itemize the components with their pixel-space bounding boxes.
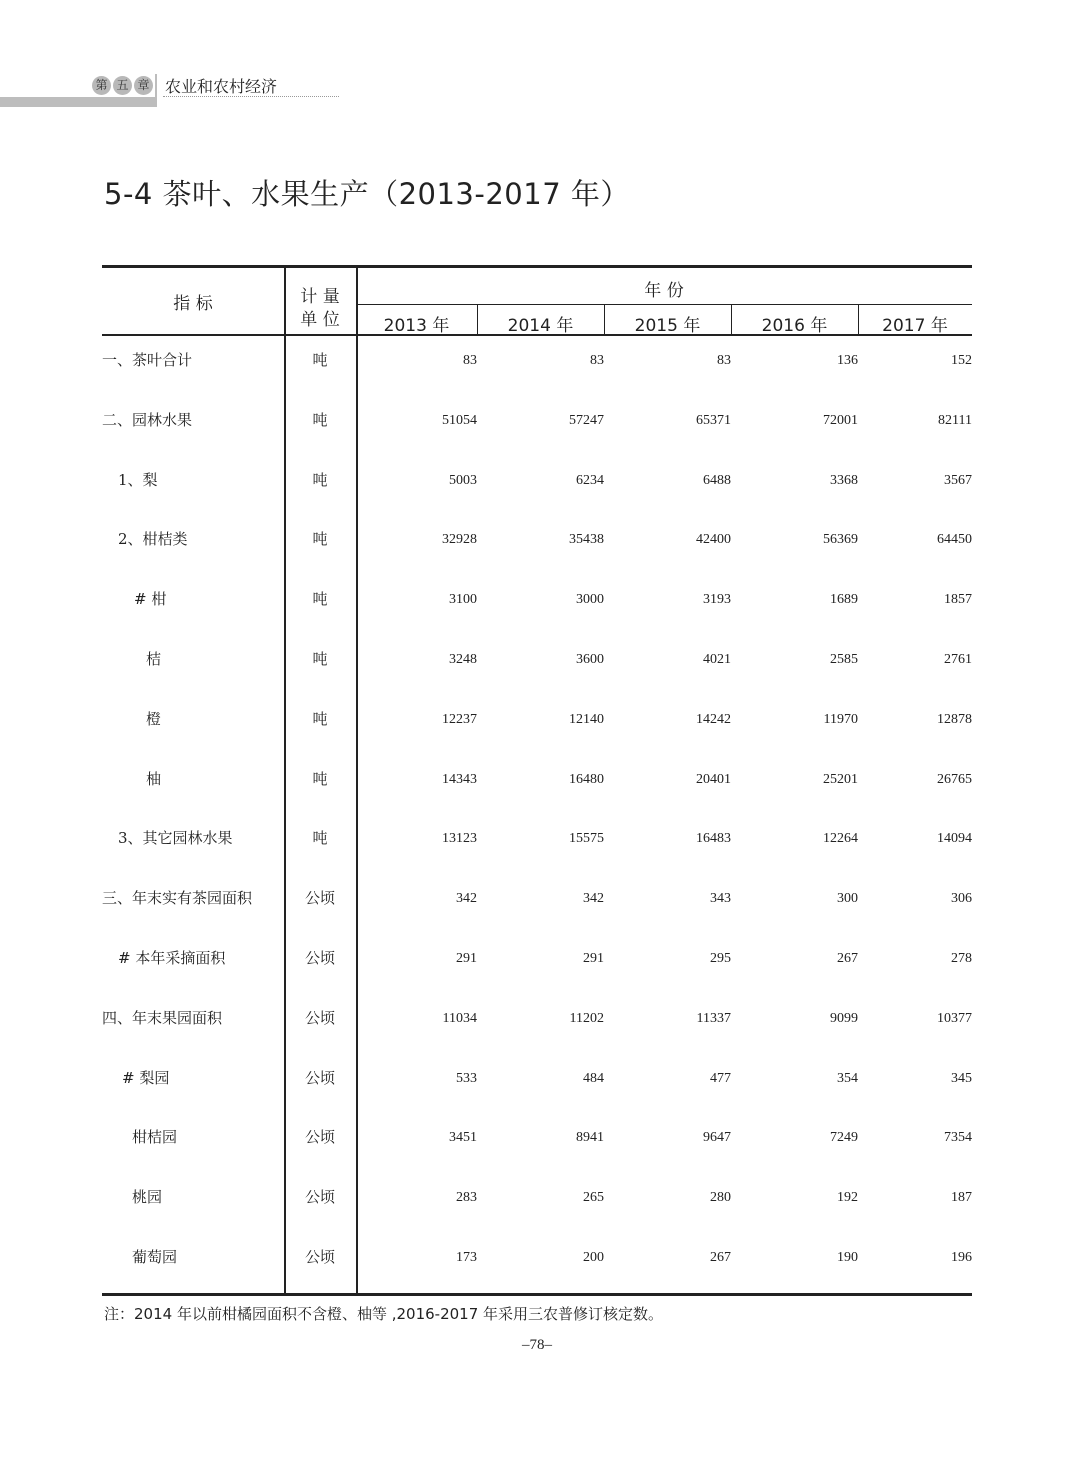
row-label: 柚: [146, 769, 162, 788]
header-year: 2016 年: [761, 316, 828, 336]
table-row: [102, 1172, 972, 1232]
header-years-group: 年 份: [644, 281, 684, 301]
row-value: 3100: [449, 592, 477, 608]
row-value: 35438: [569, 532, 604, 548]
row-value: 83: [717, 353, 731, 368]
row-value: 343: [710, 891, 731, 907]
row-unit: 吨: [312, 530, 328, 549]
row-value: 15575: [569, 831, 604, 847]
row-value: 291: [583, 951, 604, 966]
row-value: 8941: [576, 1130, 604, 1146]
row-value: 14094: [937, 831, 972, 847]
row-unit: 吨: [312, 709, 328, 728]
row-value: 11970: [823, 711, 858, 727]
row-value: 192: [837, 1190, 858, 1206]
row-value: 6234: [576, 472, 604, 488]
table-row: [102, 1053, 972, 1113]
row-value: 3567: [944, 472, 972, 488]
table-row: [102, 574, 972, 634]
header-year: 2013 年: [383, 316, 450, 336]
row-value: 280: [710, 1190, 731, 1206]
row-value: 267: [710, 1250, 731, 1265]
row-label: 桃园: [132, 1188, 163, 1207]
row-value: 2585: [830, 652, 858, 667]
row-value: 533: [456, 1070, 477, 1086]
row-value: 354: [837, 1070, 858, 1086]
row-value: 32928: [442, 532, 477, 548]
row-value: 3451: [449, 1130, 477, 1146]
row-value: 83: [463, 353, 477, 368]
row-value: 265: [583, 1190, 604, 1206]
row-value: 16483: [696, 831, 731, 847]
row-value: 7354: [944, 1130, 972, 1146]
table-row: [102, 395, 972, 455]
row-value: 42400: [696, 532, 731, 548]
row-value: 10377: [937, 1010, 972, 1026]
row-value: 484: [583, 1070, 604, 1086]
row-unit: 吨: [312, 470, 328, 489]
row-unit: 公顷: [304, 949, 335, 967]
row-value: 65371: [696, 412, 731, 428]
row-unit: 公顷: [304, 1248, 335, 1266]
row-unit: 吨: [312, 410, 328, 429]
row-value: 345: [951, 1070, 972, 1086]
row-value: 173: [456, 1250, 477, 1265]
row-unit: 公顷: [304, 1188, 335, 1207]
row-unit: 公顷: [304, 1068, 335, 1087]
row-label: # 梨园: [122, 1068, 170, 1087]
row-value: 7249: [830, 1130, 858, 1146]
header-mid-rule: [356, 304, 972, 305]
row-unit: 吨: [312, 590, 328, 609]
row-value: 11034: [442, 1010, 477, 1026]
row-value: 136: [837, 353, 858, 368]
row-value: 12237: [442, 711, 477, 727]
row-value: 13123: [442, 831, 477, 847]
chapter-badge: [92, 76, 153, 95]
row-value: 306: [951, 891, 972, 907]
row-value: 196: [951, 1250, 972, 1265]
table-bottom-rule: [102, 1293, 972, 1296]
row-value: 9647: [703, 1130, 731, 1146]
table-row: [102, 933, 972, 993]
row-label: 2、柑桔类: [118, 530, 188, 549]
row-value: 477: [710, 1070, 731, 1086]
header-year: 2014 年: [507, 316, 574, 336]
page-number: –78–: [522, 1337, 552, 1353]
row-value: 3193: [703, 592, 731, 608]
row-value: 6488: [703, 472, 731, 488]
row-label: 橙: [146, 709, 162, 728]
row-value: 56369: [823, 532, 858, 548]
row-value: 14242: [696, 711, 731, 727]
table-row: [102, 754, 972, 814]
row-value: 9099: [830, 1010, 858, 1026]
header-year: 2015 年: [634, 316, 701, 336]
row-unit: 吨: [312, 769, 328, 788]
row-unit: 公顷: [304, 1128, 335, 1147]
row-label: 1、梨: [118, 470, 158, 489]
row-value: 278: [951, 951, 972, 966]
table-row: [102, 634, 972, 694]
row-label: 3、其它园林水果: [118, 829, 233, 848]
row-value: 26765: [937, 771, 972, 787]
row-label: # 本年采摘面积: [118, 949, 226, 967]
table-row: [102, 813, 972, 873]
row-value: 267: [837, 951, 858, 966]
row-value: 3248: [449, 652, 477, 667]
row-value: 11337: [696, 1010, 731, 1026]
header-unit-line2: 单 位: [300, 310, 340, 330]
row-value: 300: [837, 891, 858, 907]
row-value: 64450: [937, 532, 972, 548]
data-table: [102, 265, 972, 1296]
row-value: 1689: [830, 592, 858, 608]
table-row: [102, 335, 972, 395]
table-row: [102, 1112, 972, 1172]
table-row: [102, 993, 972, 1053]
row-unit: 公顷: [304, 1008, 335, 1027]
row-unit: 吨: [312, 351, 328, 369]
row-value: 83: [590, 353, 604, 368]
table-note: 注：2014 年以前柑橘园面积不含橙、柚等 ,2016-2017 年采用三农普修订核定数。: [104, 1305, 664, 1323]
table-row: [102, 1232, 972, 1292]
row-value: 342: [583, 891, 604, 907]
row-value: 25201: [823, 771, 858, 787]
header-divider: [155, 74, 157, 107]
header-year: 2017 年: [882, 316, 948, 336]
row-value: 342: [456, 891, 477, 907]
header-dotted-rule: [163, 96, 339, 97]
header-indicator: 指 标: [173, 294, 213, 314]
row-value: 2761: [944, 652, 972, 667]
row-value: 190: [837, 1250, 858, 1265]
row-label: 一、茶叶合计: [102, 351, 193, 369]
table-row: [102, 455, 972, 515]
row-value: 187: [951, 1190, 972, 1206]
chapter-char: 章: [134, 76, 153, 95]
row-value: 51054: [442, 412, 477, 428]
row-value: 3000: [576, 592, 604, 608]
row-label: 柑桔园: [132, 1128, 178, 1147]
row-value: 152: [951, 353, 972, 368]
table-row: [102, 694, 972, 754]
row-value: 291: [456, 951, 477, 966]
row-value: 12264: [823, 831, 858, 847]
row-unit: 吨: [312, 829, 328, 848]
table-row: [102, 873, 972, 933]
row-value: 200: [583, 1250, 604, 1265]
row-value: 5003: [449, 472, 477, 488]
row-unit: 吨: [312, 650, 328, 668]
row-label: 葡萄园: [132, 1248, 178, 1266]
row-value: 82111: [938, 412, 972, 428]
row-value: 295: [710, 951, 731, 966]
row-value: 16480: [569, 771, 604, 787]
row-value: 283: [456, 1190, 477, 1206]
row-label: 桔: [146, 650, 162, 668]
page-title: 5-4 茶叶、水果生产（2013-2017 年）: [104, 177, 630, 211]
row-label: 二、园林水果: [102, 410, 193, 429]
chapter-char: 第: [92, 76, 111, 95]
row-label: 三、年末实有茶园面积: [102, 889, 253, 908]
chapter-char: 五: [113, 76, 132, 95]
row-value: 20401: [696, 771, 731, 787]
header-bar: [0, 97, 156, 107]
row-value: 1857: [944, 592, 972, 608]
row-value: 4021: [703, 652, 731, 667]
row-label: 四、年末果园面积: [102, 1008, 223, 1027]
row-value: 72001: [823, 412, 858, 428]
row-value: 12140: [569, 711, 604, 727]
row-value: 14343: [442, 771, 477, 787]
row-label: # 柑: [134, 590, 167, 609]
chapter-title: 农业和农村经济: [165, 77, 278, 96]
table-row: [102, 514, 972, 574]
header-unit-line1: 计 量: [300, 287, 340, 307]
row-value: 57247: [569, 412, 604, 428]
row-unit: 公顷: [304, 889, 335, 908]
row-value: 3368: [830, 472, 858, 488]
row-value: 12878: [937, 711, 972, 727]
row-value: 11202: [569, 1010, 604, 1026]
row-value: 3600: [576, 652, 604, 667]
table-top-rule: [102, 265, 972, 268]
